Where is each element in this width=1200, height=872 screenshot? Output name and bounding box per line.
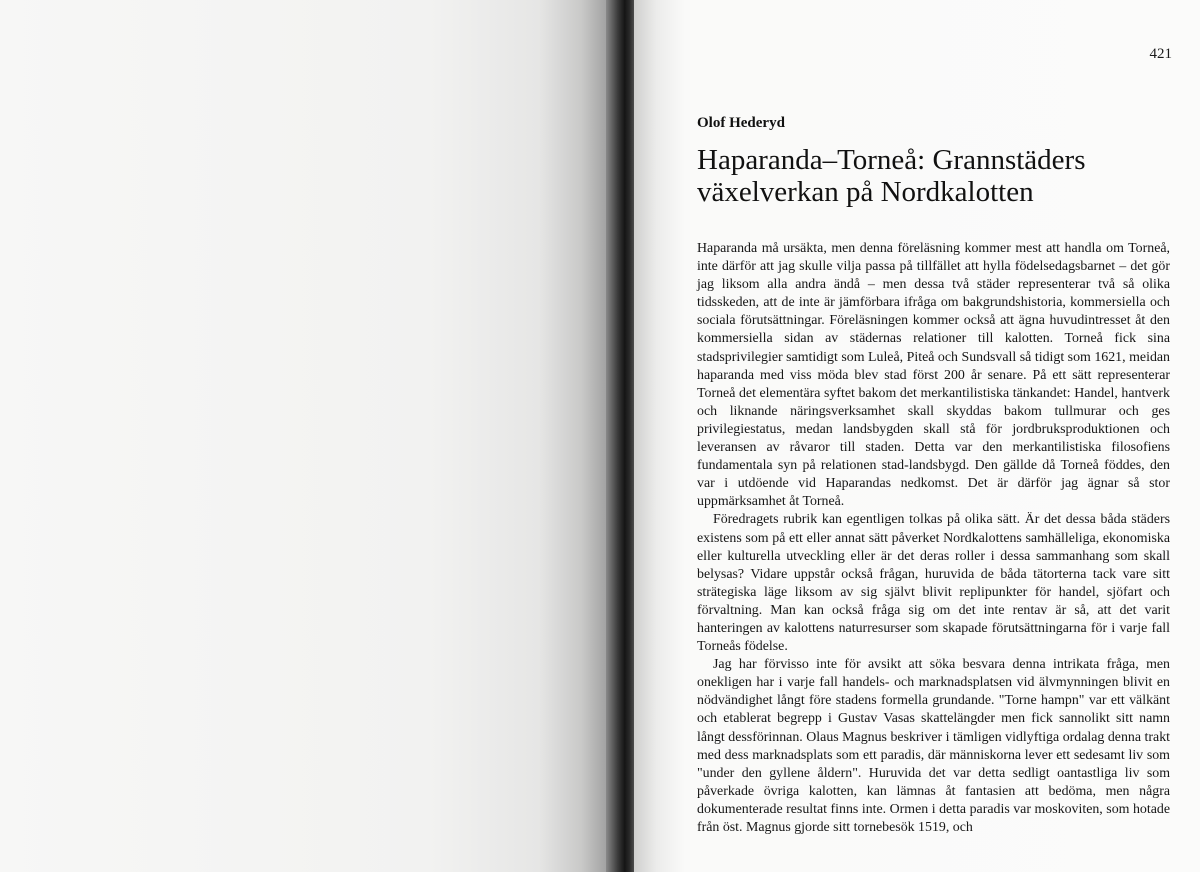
title-line-1: Haparanda–Torneå: Grannstäders (697, 144, 1086, 176)
article-body (697, 240, 1170, 837)
author-name: Olof Hederyd (697, 115, 785, 131)
article-title (697, 144, 1167, 208)
page-number: 421 (1149, 46, 1172, 62)
body-paragraph-3: Jag har förvisso inte för avsikt att söka besvara denna intrikata fråga, men onekligen har i varje fall handels- och marknadsplatsen vid älvmynningen blivit en nödvändighet långt före stadens formella grundande. "Torne hampn" var ett välkänt och etablerat begrepp i Gustav Vasas skattelängder men fick sannolikt sitt namn långt dessförinnan. Olaus Magnus beskriver i tämligen vidlyftiga ordalag denna trakt med dess marknadsplats som ett paradis, där människorna lever ett sedesamt liv som "under den gyllene åldern". Huruvida det var detta sedligt oantastliga liv som påverkade övriga kalotten, kan lämnas åt fantasien att bedöma, men några dokumenterade resultat finns inte. Ormen i detta paradis var moskoviten, som hotade från öst. Magnus gjorde sitt tornebesök 1519, och (697, 657, 1170, 835)
title-line-2: växelverkan på Nordkalotten (697, 176, 1034, 208)
body-paragraph-2: Föredragets rubrik kan egentligen tolkas på olika sätt. Är det dessa båda städers existens som på ett eller annat sätt påverket Nordkalottens samhälleliga, ekonomiska eller kulturella utveckling eller är det deras roller i dessa sammanhang som skall belysas? Vidare uppstår också frågan, huruvida de båda tätorterna tack vare sitt strätegiska läge liksom av sig självt blivit replipunkter för handel, sjöfart och förvaltning. Man kan också fråga sig om det inte rentav är så, att det varit hanteringen av kalottens naturresurser som skapade förutsättningarna för i varje fall Torneås födelse. (697, 512, 1170, 655)
body-paragraph-1: Haparanda må ursäkta, men denna föreläsning kommer mest att handla om Torneå, inte därför att jag skulle vilja passa på tillfället att hylla födelsedagsbarnet – det gör jag liksom alla andra ändå – men dessa två städer representerar två så olika tidsskeden, att de inte är jämförbara ifråga om bakgrundshistoria, kommersiella och sociala förutsättningar. Föreläsningen kommer också att ägna huvudintresset åt den kommersiella sidan av städernas relationer till kalotten. Torneå fick sina stadsprivilegier samtidigt som Luleå, Piteå och Sundsvall så tidigt som 1621, meidan haparanda med viss möda blev stad först 200 år senare. På ett sätt representerar Torneå det elementära syftet bakom det merkantilistiska tänkandet: Handel, hantverk och liknande näringsverksamhet skall skyddas bakom tullmurar och ges privilegiestatus, medan landsbygden skall stå för jordbruksproduktionen och leveransen av råvaror till staden. Detta var den merkantilistiska filosofiens fundamentala syn på relationen stad-landsbygd. Den gällde då Torneå föddes, den var i utdöende vid Haparandas nedkomst. Det är därför jag ägnar så stor uppmärksamhet åt Torneå. (697, 241, 1170, 510)
